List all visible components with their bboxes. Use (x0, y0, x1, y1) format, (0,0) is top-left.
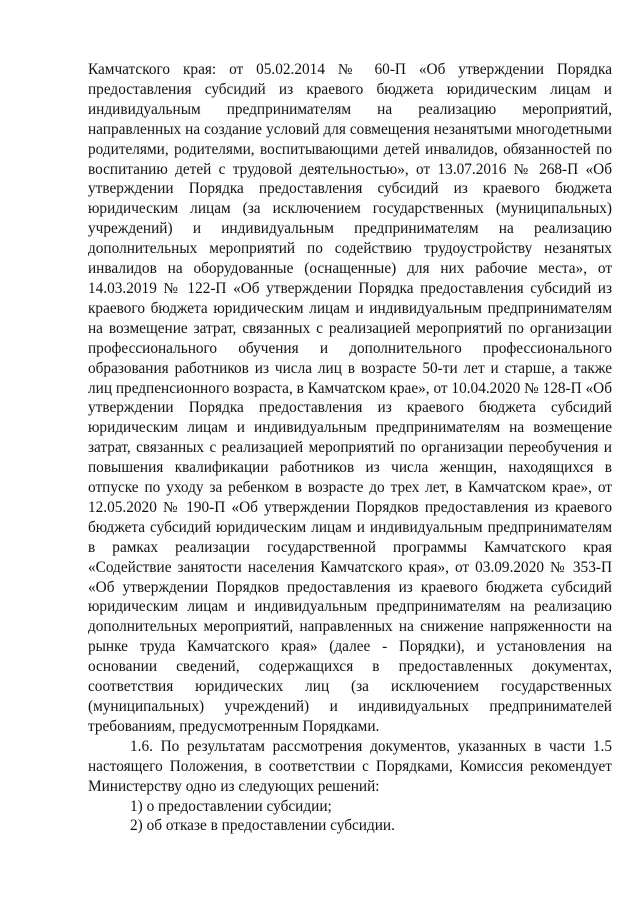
paragraph-1-6: 1.6. По результатам рассмотрения документов, указанных в части 1.5 настоящего Положения, в соответствии с Порядками, Комиссия рекомендует Министерству одно из следующих решений: (88, 737, 612, 795)
paragraph-main: Камчатского края: от 05.02.2014 № 60-П «Об утверждении Порядка предоставления субсидий из краевого бюджета юридическим лицам и индивидуальным предпринимателям на реализацию мероприятий, направленных на создание условий для совмещения незанятыми многодетными родителями, родителями, воспитывающими детей инвалидов, обязанностей по воспитанию детей с трудовой деятельностью», от 13.07.2016 № 268-П «Об утверждении Порядка предоставления субсидий из краевого бюджета юридическим лицам (за исключением государственных (муниципальных) учреждений) и индивидуальным предпринимателям на реализацию дополнительных мероприятий по содействию трудоустройству незанятых инвалидов на оборудованные (оснащенные) для них рабочие места», от 14.03.2019 № 122-П «Об утверждении Порядка предоставления субсидий из краевого бюджета юридическим лицам и индивидуальным предпринимателям на возмещение затрат, связанных с реализацией мероприятий по организации профессионального обучения и дополнительного профессионального образования работников из числа лиц в возрасте 50-ти лет и старше, а также лиц предпенсионного возраста, в Камчатском крае», от 10.04.2020 № 128-П «Об утверждении Порядка предоставления из краевого бюджета субсидий юридическим лицам и индивидуальным предпринимателям на возмещение затрат, связанных с реализацией мероприятий по организации переобучения и повышения квалификации работников из числа женщин, находящихся в отпуске по уходу за ребенком в возрасте до трех лет, в Камчатском крае», от 12.05.2020 № 190-П «Об утверждении Порядков предоставления из краевого бюджета субсидий юридическим лицам и индивидуальным предпринимателям в рамках реализации государственной программы Камчатского края «Содействие занятости населения Камчатского края», от 03.09.2020 № 353-П «Об утверждении Порядков предоставления из краевого бюджета субсидий юридическим лицам и индивидуальным предпринимателям на реализацию дополнительных мероприятий, направленных на снижение напряженности на рынке труда Камчатского края» (далее - Порядки), и установления на основании сведений, содержащихся в предоставленных документах, соответствия юридических лиц (за исключением государственных (муниципальных) учреждений) и индивидуальных предпринимателей требованиям, предусмотренным Порядками. (88, 61, 612, 735)
option-2: 2) об отказе в предоставлении субсидии. (130, 817, 395, 835)
option-1: 1) о предоставлении субсидии; (130, 797, 332, 815)
document-page (88, 60, 612, 836)
